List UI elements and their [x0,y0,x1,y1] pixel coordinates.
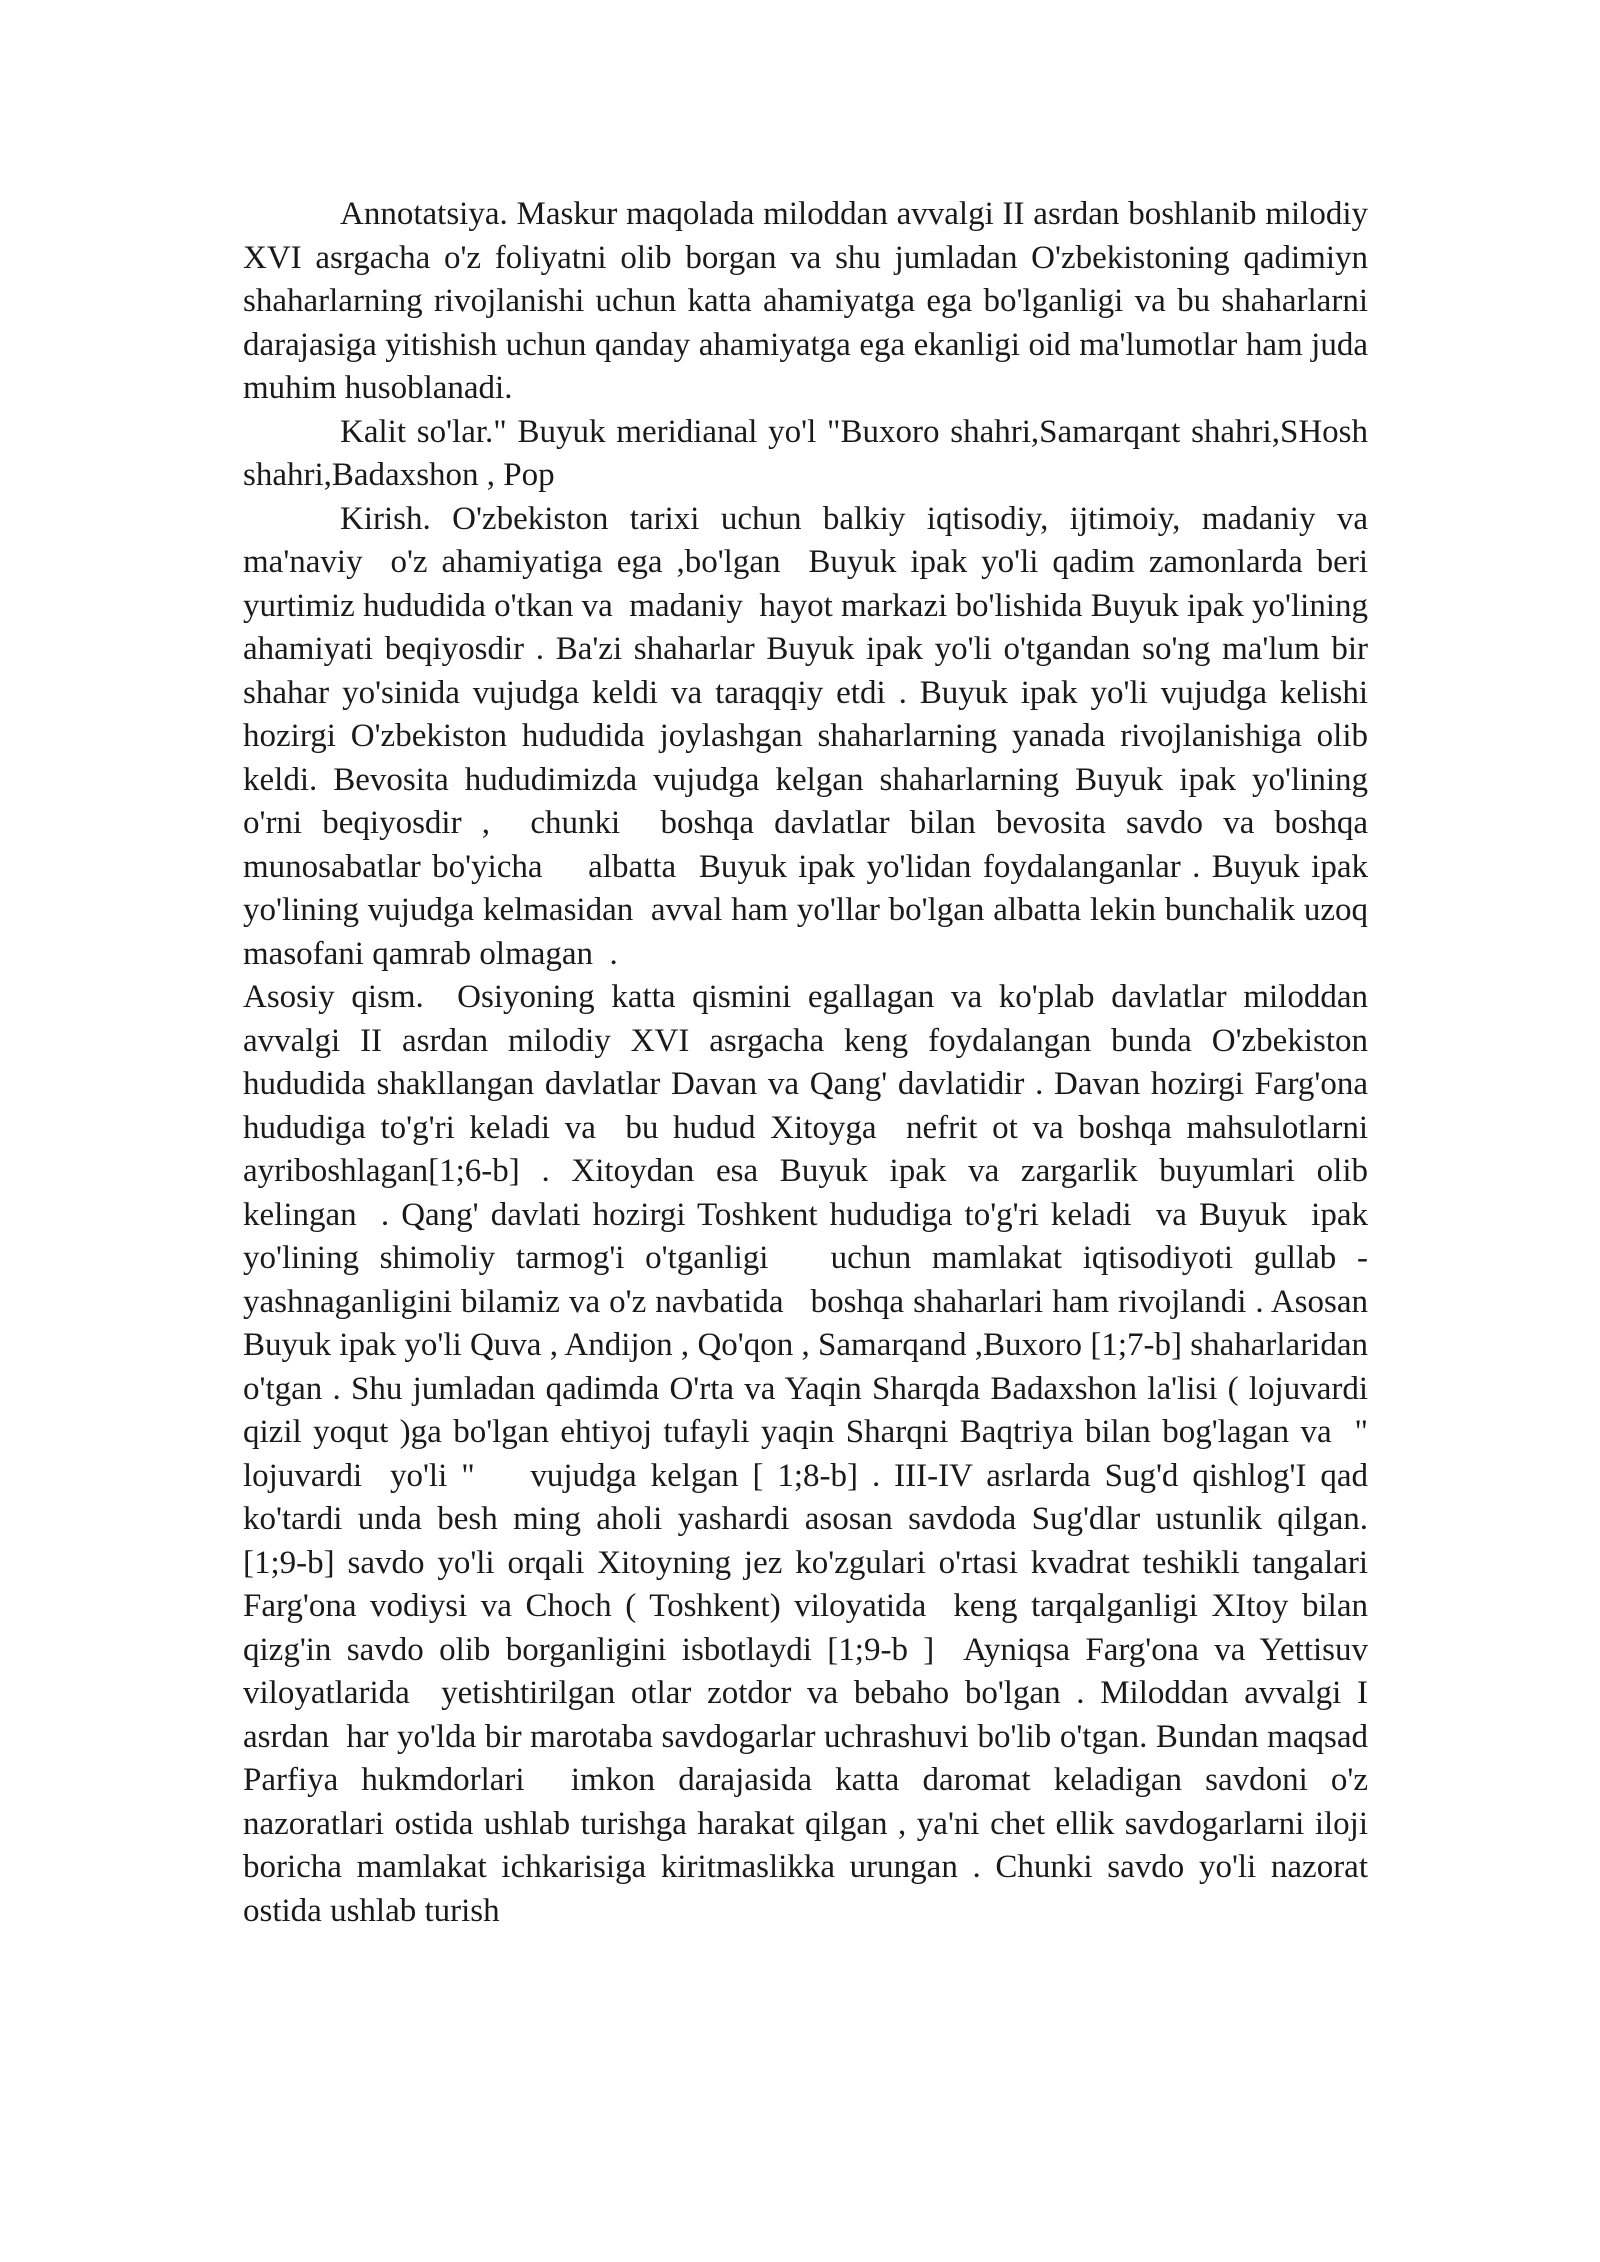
introduction-paragraph: Kirish. O'zbekiston tarixi uchun balkiy iqtisodiy, ijtimoiy, madaniy va ma'naviy o'z ahamiyatiga ega ,bo'lgan Buyuk ipak yo'li qadim zamonlarda beri yurtimiz hududida o'tkan va madaniy hayot markazi bo'lishida Buyuk ipak yo'lining ahamiyati beqiyosdir . Ba'zi shaharlar Buyuk ipak yo'li o'tgandan so'ng ma'lum bir shahar yo'sinida vujudga keldi va taraqqiy etdi . Buyuk ipak yo'li vujudga kelishi hozirgi O'zbekiston hududida joylashgan shaharlarning yanada rivojlanishiga olib keldi. Bevosita hududimizda vujudga kelgan shaharlarning Buyuk ipak yo'lining o'rni beqiyosdir , chunki boshqa davlatlar bilan bevosita savdo va boshqa munosabatlar bo'yicha albatta Buyuk ipak yo'lidan foydalanganlar . Buyuk ipak yo'lining vujudga kelmasidan avval ham yo'llar bo'lgan albatta lekin bunchalik uzoq masofani qamrab olmagan . [243,500,1377,972]
main-section-paragraph: Asosiy qism. Osiyoning katta qismini egallagan va ko'plab davlatlar miloddan avvalgi II asrdan milodiy XVI asrgacha keng foydalangan bunda O'zbekiston hududida shakllangan davlatlar Davan va Qang' davlatidir . Davan hozirgi Farg'ona hududiga to'g'ri keladi va bu hudud Xitoyga nefrit ot va boshqa mahsulotlarni ayriboshlagan[1;6-b] . Xitoydan esa Buyuk ipak va zargarlik buyumlari olib kelingan . Qang' davlati hozirgi Toshkent hududiga to'g'ri keladi va Buyuk ipak yo'lining shimoliy tarmog'i o'tganligi uchun mamlakat iqtisodiyoti gullab -yashnaganligini bilamiz va o'z navbatida boshqa shaharlari ham rivojlandi . Asosan Buyuk ipak yo'li Quva , Andijon , Qo'qon , Samarqand ,Buxoro [1;7-b] shaharlaridan o'tgan . Shu jumladan qadimda O'rta va Yaqin Sharqda Badaxshon la'lisi ( lojuvardi qizil yoqut )ga bo'lgan ehtiyoj tufayli yaqin Sharqni Baqtriya bilan bog'lagan va " lojuvardi yo'li " vujudga kelgan [ 1;8-b] . III-IV asrlarda Sug'd qishlog'I qad ko'tardi unda besh ming aholi yashardi asosan savdoda Sug'dlar ustunlik qilgan. [1;9-b] savdo yo'li orqali Xitoyning jez ko'zgulari o'rtasi kvadrat teshikli tangalari Farg'ona vodiysi va Choch ( Toshkent) viloyatida keng tarqalganligi XItoy bilan qizg'in savdo olib borganligini isbotlaydi [1;9-b ] Ayniqsa Farg'ona va Yettisuv viloyatlarida yetishtirilgan otlar zotdor va bebaho bo'lgan . Miloddan avvalgi I asrdan har yo'lda bir marotaba savdogarlar uchrashuvi bo'lib o'tgan. Bundan maqsad Parfiya hukmdorlari imkon darajasida katta daromat keladigan savdoni o'z nazoratlari ostida ushlab turishga harakat qilgan , ya'ni chet ellik savdogarlarni iloji boricha mamlakat ichkarisiga kiritmaslikka urungan . Chunki savdo yo'li nazorat ostida ushlab turish [243,979,1377,1929]
keywords-paragraph: Kalit so'lar." Buyuk meridianal yo'l "Buxoro shahri,Samarqant shahri,SHosh shahri,Badaxshon , Pop [243,413,1377,493]
abstract-paragraph: Annotatsiya. Maskur maqolada miloddan avvalgi II asrdan boshlanib milodiy XVI asrgacha o'z foliyatni olib borgan va shu jumladan O'zbekistoning qadimiyn shaharlarning rivojlanishi uchun katta ahamiyatga ega bo'lganligi va bu shaharlarni darajasiga yitishish uchun qanday ahamiyatga ega ekanligi oid ma'lumotlar ham juda muhim husoblanadi. [243,196,1377,406]
document-page [243,193,1377,1933]
